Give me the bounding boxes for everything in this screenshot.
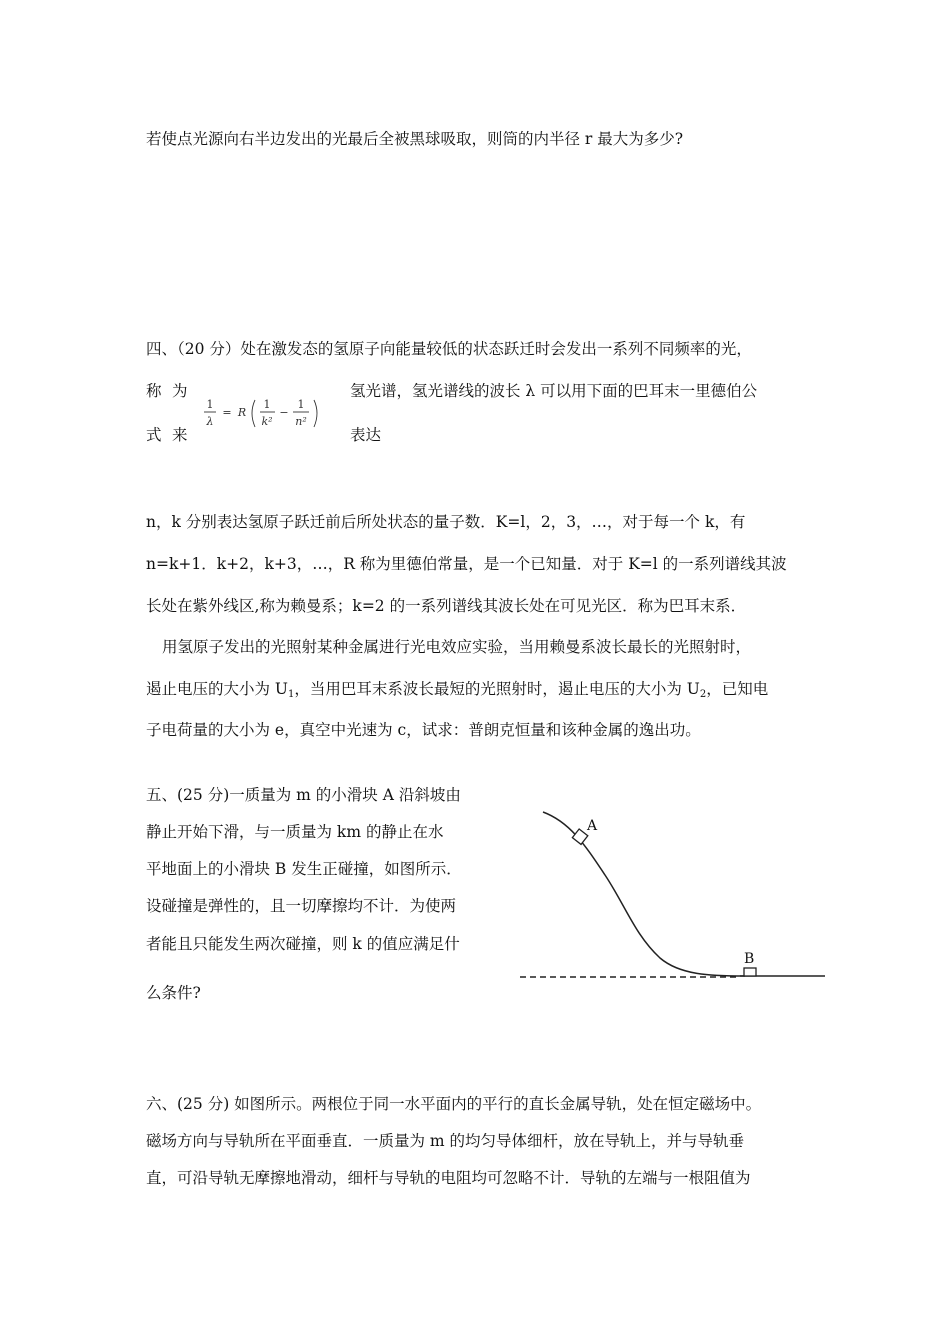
q6-line-2: 磁场方向与导轨所在平面垂直．一质量为 m 的均匀导体细杆，放在导轨上，并与导轨垂 bbox=[146, 1132, 745, 1150]
block-a bbox=[572, 829, 587, 844]
formula-r: R bbox=[237, 406, 247, 419]
formula-f2-numerator: 1 bbox=[297, 398, 305, 411]
q4-char-cheng: 称 bbox=[146, 382, 162, 400]
q4-paragraph-line-3: 长处在紫外线区,称为赖曼系；k=2 的一系列谱线其波长处在可见光区．称为巴耳末系． bbox=[146, 597, 747, 615]
formula-f1-numerator: 1 bbox=[263, 398, 271, 411]
q4-char-lai: 来 bbox=[172, 426, 188, 444]
formula-minus: − bbox=[279, 406, 289, 419]
formula-f2-denominator: n² bbox=[295, 415, 307, 428]
q4-paragraph-line-6: 子电荷量的大小为 e，真空中光速为 c，试求：普朗克恒量和该种金属的逸出功。 bbox=[146, 721, 701, 739]
label-a: A bbox=[587, 818, 598, 834]
q5-line-4: 设碰撞是弹性的，且一切摩擦均不计．为使两 bbox=[146, 897, 457, 915]
q4-paragraph-line-2: n=k+1．k+2，k+3，…，R 称为里德伯常量，是一个已知量．对于 K=l 的一系列谱线其波 bbox=[146, 555, 787, 573]
q4-char-shi: 式 bbox=[146, 426, 162, 444]
subscript-2: 2 bbox=[699, 689, 707, 700]
q4-heading: 四、（20 分）处在激发态的氢原子向能量较低的状态跃迁时会发出一系列不同频率的光， bbox=[146, 340, 752, 358]
formula-f1-denominator: k² bbox=[261, 415, 273, 428]
q4-paragraph-line-5: 遏止电压的大小为 $U_1$，当用巴耳末系波长最短的光照射时，遏止电压的大小为 $U_2$，已知电 bbox=[146, 680, 769, 700]
subscript-1: 1 bbox=[288, 689, 295, 700]
q6-line-1: 六、(25 分) 如图所示。两根位于同一水平面内的平行的直长金属导轨，处在恒定磁场中。 bbox=[146, 1095, 762, 1113]
q5-line-5: 者能且只能发生两次碰撞，则 k 的值应满足什 bbox=[146, 935, 460, 953]
label-b: B bbox=[744, 951, 755, 967]
q5-line-2: 静止开始下滑，与一质量为 km 的静止在水 bbox=[146, 823, 444, 841]
q5-line-1: 五、(25 分)一质量为 m 的小滑块 A 沿斜坡由 bbox=[146, 786, 461, 804]
q4-paragraph-line-1: n，k 分别表达氢原子跃迁前后所处状态的量子数．K=l，2，3，…，对于每一个 k，有 bbox=[146, 513, 746, 531]
slope-collision-figure bbox=[515, 800, 830, 985]
q5-line-3: 平地面上的小滑块 B 发生正碰撞，如图所示． bbox=[146, 860, 462, 878]
q6-line-3: 直，可沿导轨无摩擦地滑动，细杆与导轨的电阻均可忽略不计．导轨的左端与一根阻值为 bbox=[146, 1169, 751, 1187]
q4-right-text-2: 表达 bbox=[350, 426, 382, 444]
q4-char-wei: 为 bbox=[172, 382, 188, 400]
balmer-rydberg-formula bbox=[200, 392, 336, 438]
block-b bbox=[744, 968, 756, 976]
q5-line-6: 么条件? bbox=[146, 984, 201, 1002]
q4-right-text-1: 氢光谱，氢光谱线的波长 λ 可以用下面的巴耳末一里德伯公 bbox=[350, 382, 758, 400]
q3-question-line: 若使点光源向右半边发出的光最后全被黑球吸取，则筒的内半径 r 最大为多少? bbox=[146, 130, 684, 148]
formula-lhs-denominator: λ bbox=[206, 415, 214, 428]
formula-equals: = bbox=[222, 406, 232, 419]
q4-paragraph-line-4: 用氢原子发出的光照射某种金属进行光电效应实验，当用赖曼系波长最长的光照射时， bbox=[162, 638, 752, 656]
formula-lhs-numerator: 1 bbox=[206, 398, 214, 411]
